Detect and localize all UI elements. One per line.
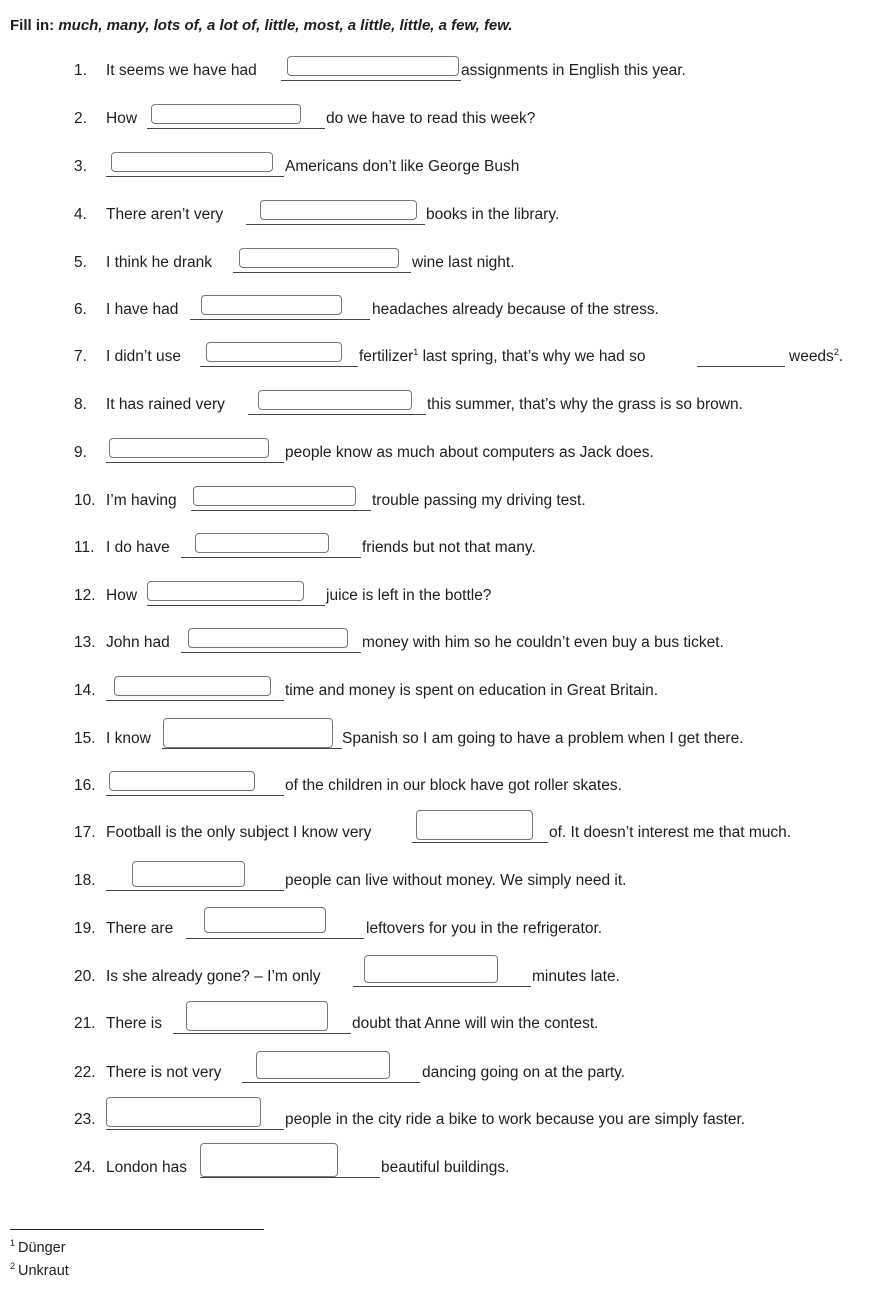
answer-line bbox=[106, 700, 284, 701]
item-suffix-text: friends but not that many. bbox=[362, 539, 536, 556]
answer-line bbox=[281, 80, 461, 81]
item-end-text bbox=[789, 348, 843, 366]
item-suffix-text: people can live without money. We simply need it. bbox=[285, 872, 627, 889]
item-suffix-text: wine last night. bbox=[412, 254, 515, 271]
answer-input[interactable] bbox=[109, 771, 255, 791]
item-suffix-text bbox=[359, 348, 645, 366]
item-suffix-text: juice is left in the bottle? bbox=[326, 587, 492, 604]
answer-input[interactable] bbox=[193, 486, 356, 506]
answer-input[interactable] bbox=[204, 907, 326, 933]
answer-input[interactable] bbox=[364, 955, 498, 983]
item-suffix-text: assignments in English this year. bbox=[461, 62, 686, 79]
item-number: 22. bbox=[74, 1064, 96, 1081]
item-prefix-text: Football is the only subject I know very bbox=[106, 824, 372, 841]
item-number: 24. bbox=[74, 1159, 96, 1176]
exercise-item bbox=[0, 581, 878, 611]
footnote-marker: 2 bbox=[833, 347, 839, 357]
item-prefix-text: It seems we have had bbox=[106, 62, 257, 79]
item-prefix-text: There are bbox=[106, 920, 174, 937]
exercise-item bbox=[0, 438, 878, 468]
answer-line bbox=[200, 366, 358, 367]
answer-line bbox=[412, 842, 548, 843]
answer-input[interactable] bbox=[109, 438, 269, 458]
answer-input[interactable] bbox=[111, 152, 273, 172]
answer-input[interactable] bbox=[206, 342, 342, 362]
item-number: 11. bbox=[74, 539, 95, 556]
item-prefix-text: I know bbox=[106, 730, 151, 747]
exercise-item bbox=[0, 1009, 878, 1039]
item-suffix-text: money with him so he couldn’t even buy a bus ticket. bbox=[362, 634, 724, 651]
exercise-item bbox=[0, 1105, 878, 1135]
answer-line bbox=[147, 128, 325, 129]
answer-input[interactable] bbox=[186, 1001, 328, 1031]
answer-line bbox=[181, 557, 361, 558]
item-suffix-text: trouble passing my driving test. bbox=[372, 492, 586, 509]
item-number: 1. bbox=[74, 62, 87, 79]
item-number: 20. bbox=[74, 968, 96, 985]
item-number: 15. bbox=[74, 730, 96, 747]
footnote-marker: 1 bbox=[413, 347, 419, 357]
answer-line bbox=[106, 176, 284, 177]
item-prefix-text: It has rained very bbox=[106, 396, 225, 413]
footnote-1 bbox=[10, 1240, 66, 1256]
item-number: 4. bbox=[74, 206, 87, 223]
answer-line bbox=[200, 1177, 380, 1178]
answer-line bbox=[233, 272, 411, 273]
instructions-prefix: Fill in: bbox=[10, 17, 59, 34]
answer-input[interactable] bbox=[188, 628, 348, 648]
item-number: 7. bbox=[74, 348, 87, 365]
footnote-text: Dünger bbox=[18, 1240, 66, 1256]
answer-line bbox=[106, 1129, 284, 1130]
item-prefix-text: I do have bbox=[106, 539, 170, 556]
item-prefix-text: I have had bbox=[106, 301, 179, 318]
item-number: 13. bbox=[74, 634, 96, 651]
item-suffix-text: minutes late. bbox=[532, 968, 620, 985]
exercise-item bbox=[0, 1058, 878, 1088]
item-suffix-continuation: last spring, that’s why we had so bbox=[418, 348, 646, 365]
exercise-item bbox=[0, 724, 878, 754]
answer-input[interactable] bbox=[201, 295, 342, 315]
answer-input[interactable] bbox=[239, 248, 399, 268]
answer-input[interactable] bbox=[163, 718, 333, 748]
fertilizer-word: fertilizer bbox=[359, 348, 414, 365]
footnote-mark: 1 bbox=[10, 1238, 16, 1248]
footnote-divider bbox=[10, 1229, 264, 1230]
footnote-2 bbox=[10, 1263, 69, 1279]
item-prefix-text: I didn’t use bbox=[106, 348, 181, 365]
item-number: 14. bbox=[74, 682, 96, 699]
exercise-item bbox=[0, 200, 878, 230]
weeds-word: weeds bbox=[789, 348, 834, 365]
item-number: 21. bbox=[74, 1015, 96, 1032]
exercise-item bbox=[0, 152, 878, 182]
answer-line bbox=[246, 224, 425, 225]
answer-input[interactable] bbox=[147, 581, 304, 601]
item-number: 16. bbox=[74, 777, 96, 794]
exercise-item bbox=[0, 56, 878, 86]
answer-input[interactable] bbox=[195, 533, 329, 553]
second-answer-line bbox=[697, 366, 785, 367]
answer-line bbox=[162, 748, 342, 749]
exercise-item bbox=[0, 486, 878, 516]
item-suffix-text: Americans don’t like George Bush bbox=[285, 158, 520, 175]
answer-line bbox=[186, 938, 364, 939]
answer-input[interactable] bbox=[114, 676, 271, 696]
exercise-item bbox=[0, 342, 878, 372]
item-suffix-text: do we have to read this week? bbox=[326, 110, 536, 127]
answer-line bbox=[147, 605, 325, 606]
item-number: 19. bbox=[74, 920, 96, 937]
item-suffix-text: books in the library. bbox=[426, 206, 560, 223]
answer-line bbox=[173, 1033, 351, 1034]
item-prefix-text: How bbox=[106, 110, 138, 127]
exercise-item bbox=[0, 771, 878, 801]
answer-line bbox=[181, 652, 361, 653]
answer-input[interactable] bbox=[287, 56, 459, 76]
item-suffix-text: of the children in our block have got roller skates. bbox=[285, 777, 622, 794]
exercise-item bbox=[0, 676, 878, 706]
item-prefix-text: There aren’t very bbox=[106, 206, 224, 223]
item-prefix-text: John had bbox=[106, 634, 170, 651]
exercise-item bbox=[0, 1153, 878, 1183]
answer-input[interactable] bbox=[200, 1143, 338, 1177]
answer-input[interactable] bbox=[256, 1051, 390, 1079]
item-suffix-text: headaches already because of the stress. bbox=[372, 301, 659, 318]
answer-line bbox=[248, 414, 426, 415]
item-prefix-text: I think he drank bbox=[106, 254, 212, 271]
instructions-word-list: much, many, lots of, a lot of, little, most, a little, little, a few, few. bbox=[58, 17, 513, 34]
answer-input[interactable] bbox=[416, 810, 533, 840]
item-prefix-text: London has bbox=[106, 1159, 188, 1176]
answer-input[interactable] bbox=[132, 861, 245, 887]
answer-input[interactable] bbox=[106, 1097, 261, 1127]
item-prefix-text: I’m having bbox=[106, 492, 177, 509]
item-number: 12. bbox=[74, 587, 96, 604]
item-suffix-text: beautiful buildings. bbox=[381, 1159, 510, 1176]
exercise-item bbox=[0, 295, 878, 325]
item-number: 9. bbox=[74, 444, 87, 461]
instructions bbox=[10, 17, 513, 34]
exercise-item bbox=[0, 628, 878, 658]
exercise-item bbox=[0, 962, 878, 992]
item-suffix-text: this summer, that’s why the grass is so brown. bbox=[427, 396, 743, 413]
item-number: 17. bbox=[74, 824, 96, 841]
item-suffix-text: time and money is spent on education in Great Britain. bbox=[285, 682, 659, 699]
answer-input[interactable] bbox=[260, 200, 417, 220]
answer-line bbox=[242, 1082, 420, 1083]
exercise-item bbox=[0, 914, 878, 944]
exercise-item bbox=[0, 104, 878, 134]
answer-line bbox=[190, 319, 370, 320]
item-number: 5. bbox=[74, 254, 87, 271]
exercise-item bbox=[0, 818, 878, 848]
exercise-item bbox=[0, 248, 878, 278]
item-suffix-text: dancing going on at the party. bbox=[422, 1064, 626, 1081]
item-suffix-text: people know as much about computers as Jack does. bbox=[285, 444, 654, 461]
answer-line bbox=[353, 986, 531, 987]
answer-input[interactable] bbox=[258, 390, 412, 410]
item-number: 3. bbox=[74, 158, 87, 175]
item-number: 8. bbox=[74, 396, 87, 413]
item-prefix-text: There is bbox=[106, 1015, 162, 1032]
answer-input[interactable] bbox=[151, 104, 301, 124]
item-suffix-text: leftovers for you in the refrigerator. bbox=[366, 920, 603, 937]
item-suffix-text: Spanish so I am going to have a problem when I get there. bbox=[342, 730, 744, 747]
footnote-text: Unkraut bbox=[18, 1263, 69, 1279]
item-suffix-text: doubt that Anne will win the contest. bbox=[352, 1015, 599, 1032]
item-number: 18. bbox=[74, 872, 96, 889]
item-prefix-text: Is she already gone? – I’m only bbox=[106, 968, 321, 985]
item-prefix-text: How bbox=[106, 587, 138, 604]
period: . bbox=[838, 348, 844, 365]
item-number: 23. bbox=[74, 1111, 96, 1128]
answer-line bbox=[191, 510, 371, 511]
exercise-item bbox=[0, 533, 878, 563]
footnote-mark: 2 bbox=[10, 1261, 16, 1271]
answer-line bbox=[106, 462, 284, 463]
item-number: 2. bbox=[74, 110, 87, 127]
exercise-item bbox=[0, 390, 878, 420]
item-number: 6. bbox=[74, 301, 87, 318]
exercise-item bbox=[0, 866, 878, 896]
item-number: 10. bbox=[74, 492, 96, 509]
answer-line bbox=[106, 795, 284, 796]
item-suffix-text: people in the city ride a bike to work because you are simply faster. bbox=[285, 1111, 746, 1128]
answer-line bbox=[106, 890, 284, 891]
item-prefix-text: There is not very bbox=[106, 1064, 222, 1081]
item-suffix-text: of. It doesn’t interest me that much. bbox=[549, 824, 792, 841]
